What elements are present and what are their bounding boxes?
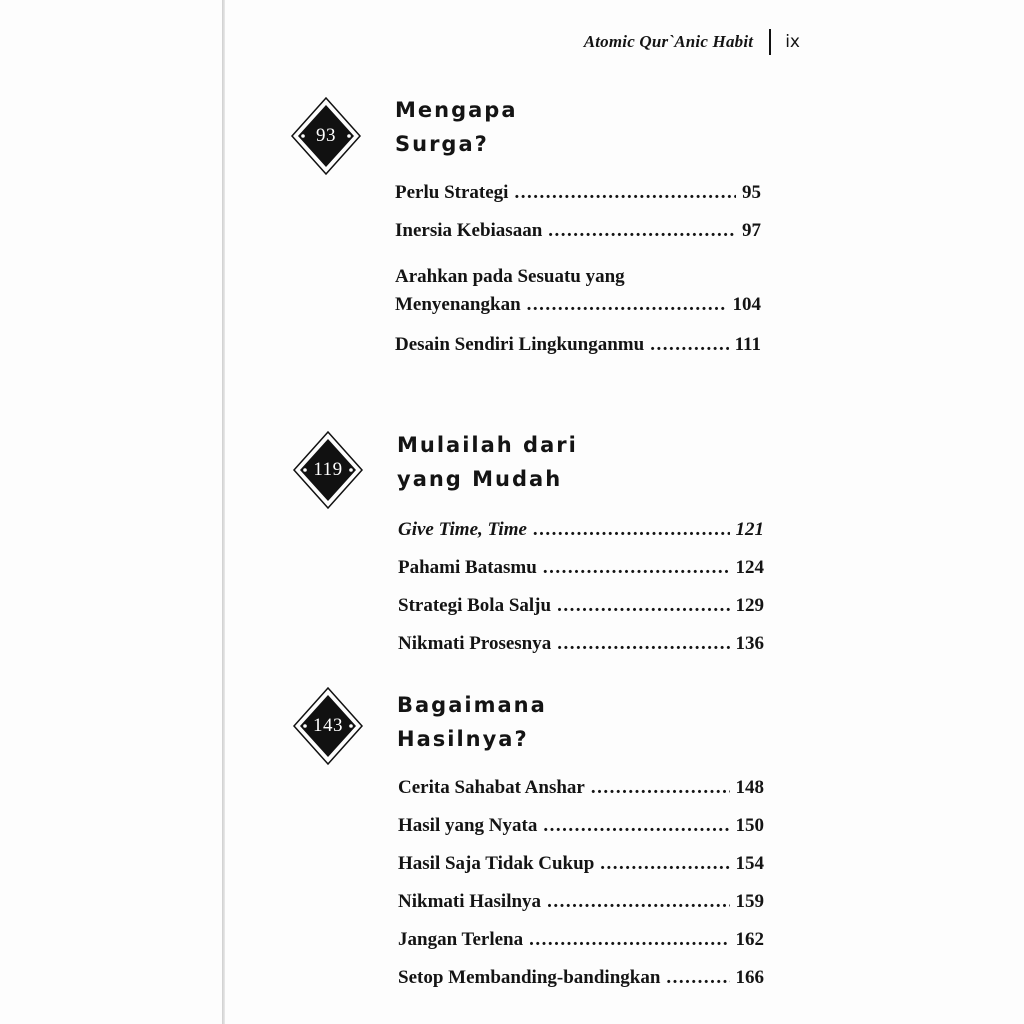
toc-entry-title-line: Menyenangkan	[395, 294, 521, 315]
chapter-title	[397, 428, 578, 496]
toc-entry-page: 124	[735, 557, 764, 578]
dot-leader	[543, 554, 730, 582]
dot-leader	[591, 774, 730, 802]
chapter-title-line: yang Mudah	[397, 467, 563, 491]
toc-entry[interactable]	[398, 964, 764, 1002]
toc-entry-list	[398, 516, 764, 668]
chapter-start-page: 119	[313, 459, 343, 480]
toc-entry[interactable]	[395, 179, 761, 217]
chapter-page-badge	[290, 96, 362, 176]
toc-entry[interactable]	[398, 774, 764, 812]
dot-leader	[557, 592, 729, 620]
toc-entry-title: Cerita Sahabat Anshar	[398, 777, 585, 798]
chapter-title-line: Bagaimana	[397, 693, 547, 717]
page-spine-edge	[222, 0, 225, 1024]
toc-entry-title: Hasil Saja Tidak Cukup	[398, 853, 595, 874]
chapter-start-page: 143	[313, 715, 343, 736]
dot-leader	[543, 812, 729, 840]
toc-entry-page: 150	[735, 815, 764, 836]
toc-chapter-1	[290, 96, 770, 386]
toc-entry-page: 166	[735, 967, 764, 988]
chapter-page-badge	[292, 430, 364, 510]
toc-entry-list	[398, 774, 764, 1002]
dot-leader	[650, 331, 728, 359]
chapter-title-line: Mengapa	[395, 98, 518, 122]
toc-entry-page: 95	[742, 182, 761, 203]
toc-entry-page: 121	[735, 519, 764, 540]
toc-entry-title: Strategi Bola Salju	[398, 595, 552, 616]
toc-entry[interactable]	[398, 630, 764, 668]
toc-entry-page: 162	[735, 929, 764, 950]
toc-entry-title-line: Arahkan pada Sesuatu yang	[395, 266, 625, 287]
toc-entry[interactable]	[398, 592, 764, 630]
toc-entry-page: 97	[742, 220, 761, 241]
toc-chapter-3	[290, 686, 770, 1006]
toc-entry-title: Desain Sendiri Lingkunganmu	[395, 334, 645, 355]
toc-entry-title: Nikmati Hasilnya	[398, 891, 542, 912]
toc-entry-title: Pahami Batasmu	[398, 557, 537, 578]
header-divider	[769, 29, 771, 55]
chapter-start-page: 93	[316, 125, 336, 146]
toc-entry-title: Setop Membanding-bandingkan	[398, 967, 661, 988]
toc-entry[interactable]	[398, 554, 764, 592]
chapter-title	[397, 688, 547, 756]
book-title: Atomic Qur`Anic Habit	[583, 32, 754, 51]
dot-leader	[548, 217, 736, 245]
toc-entry[interactable]	[395, 217, 761, 255]
toc-entry[interactable]	[398, 888, 764, 926]
toc-entry-page: 136	[735, 633, 764, 654]
toc-entry-page: 104	[732, 294, 761, 315]
toc-entry-page: 111	[734, 334, 761, 355]
chapter-page-badge	[292, 686, 364, 766]
running-head	[540, 26, 810, 58]
toc-entry[interactable]	[398, 812, 764, 850]
toc-entry[interactable]	[398, 926, 764, 964]
dot-leader	[557, 630, 729, 658]
toc-entry-title: Hasil yang Nyata	[398, 815, 538, 836]
toc-entry[interactable]	[398, 516, 764, 554]
toc-chapter-2	[290, 430, 770, 660]
toc-entry-title: Give Time, Time	[398, 519, 527, 540]
chapter-title-line: Surga?	[395, 132, 489, 156]
dot-leader	[514, 179, 736, 207]
toc-entry-list	[395, 179, 761, 369]
dot-leader	[666, 964, 729, 992]
dot-leader	[547, 888, 729, 916]
dot-leader	[529, 926, 729, 954]
toc-entry-page: 154	[735, 853, 764, 874]
toc-entry-page: 129	[735, 595, 764, 616]
toc-entry-title: Perlu Strategi	[395, 182, 509, 203]
toc-entry-page: 159	[735, 891, 764, 912]
dot-leader	[600, 850, 729, 878]
toc-entry-title: Jangan Terlena	[398, 929, 524, 950]
dot-leader	[527, 291, 727, 319]
chapter-title-line: Hasilnya?	[397, 727, 529, 751]
toc-entry[interactable]	[395, 255, 761, 329]
chapter-title	[395, 93, 518, 161]
toc-entry-page: 148	[735, 777, 764, 798]
page-number: ix	[785, 32, 800, 52]
chapter-title-line: Mulailah dari	[397, 433, 578, 457]
toc-entry-title: Nikmati Prosesnya	[398, 633, 552, 654]
toc-entry-title: Inersia Kebiasaan	[395, 220, 543, 241]
toc-entry[interactable]	[395, 331, 761, 369]
toc-entry[interactable]	[398, 850, 764, 888]
dot-leader	[533, 516, 730, 544]
